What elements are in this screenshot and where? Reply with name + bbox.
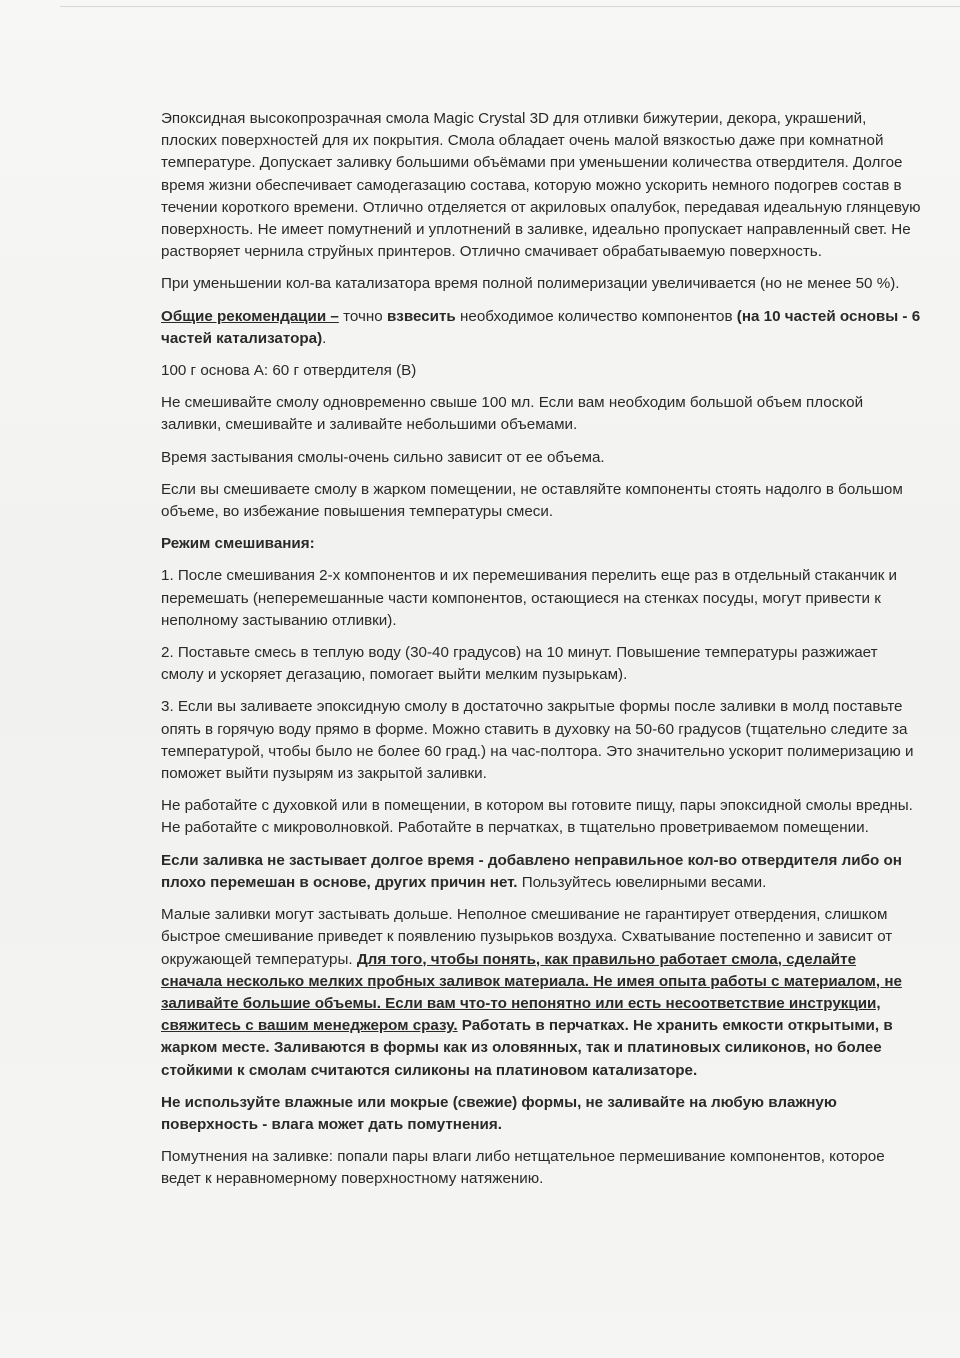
mixing-heading: Режим смешивания: (161, 535, 315, 553)
page-edge (60, 0, 960, 7)
general-text-3: необходимое количество компонентов (455, 307, 737, 325)
catalyst-note: При уменьшении кол-ва катализатора время полной полимеризации увеличивается (но не менее 50 %). (161, 275, 900, 293)
not-curing-tail: Пользуйтесь ювелирными весами. (517, 873, 767, 891)
small-pours-note (161, 904, 921, 1082)
mixing-step-2: 2. Поставьте смесь в теплую воду (30-40 градусов) на 10 минут. Повышение температуры разжижает смолу и ускоряет дегазацию, помогает выйти мелким пузырькам). (161, 644, 878, 684)
general-text-1: точно (338, 307, 387, 325)
general-heading: Общие рекомендации – (161, 307, 339, 325)
general-recommendations (161, 306, 921, 350)
general-text-5: . (322, 329, 327, 347)
ratio-line: 100 г основа А: 60 г отвердителя (В) (161, 362, 417, 380)
not-curing-note (161, 850, 921, 894)
safety-note: Не работайте с духовкой или в помещении, в котором вы готовите пищу, пары эпоксидной смолы вредны. Не работайте с микроволновкой. Работайте в перчатках, в тщательно проветриваемом помещении. (161, 797, 913, 837)
intro-paragraph: Эпоксидная высокопрозрачная смола Magic Crystal 3D для отливки бижутерии, декора, украшений, плоских поверхностей для их покрытия. Смола обладает очень малой вязкостью даже при комнатной температуре. Допускает заливку большими объёмами при уменьшении количества отвердителя. Долгое время жизни обеспечивает самодегазацию состава, которую можно ускорить немного подогрев состав в течении короткого времени. Отлично отделяется от акриловых опалубок, передавая идеальную глянцевую поверхность. Не имеет помутнений и уплотнений в заливке, идеально пропускает направленный свет. Не растворяет чернила струйных принтеров. Отлично смачивает обрабатываемую поверхность. (161, 110, 921, 261)
volume-note: Не смешивайте смолу одновременно свыше 100 мл. Если вам необходим большой объем плоской заливки, смешивайте и заливайте небольшими объемами. (161, 394, 864, 434)
gloves-storage-note: Работать в перчатках. Не хранить емкости открытыми, в жарком месте. Заливаются в формы как из оловянных, так и платиновых силиконов, но более стойкими к смолам считаются силиконы на платиновом катализаторе. (161, 1017, 893, 1079)
trial-pours-warning: Для того, чтобы понять, как правильно работает смола, сделайте сначала несколько мелких пробных заливок материала. Не имея опыта работы с материалом, не заливайте большие объемы. Если вам что-то непонятно или есть несоответствие инструкции, свяжитесь с вашим менеджером сразу. (161, 950, 902, 1035)
small-pours-text: Малые заливки могут застывать дольше. Неполное смешивание не гарантирует отвердения, слишком быстрое смешивание приведет к появлению пузырьков воздуха. Схватывание постепенно и зависит от окружающей температуры. (161, 906, 893, 968)
general-ratio-bold: (на 10 частей основы - 6 частей катализатора) (161, 307, 921, 347)
mixing-step-1: 1. После смешивания 2-х компонентов и их перемешивания перелить еще раз в отдельный стаканчик и перемешать (неперемешанные части компонентов, остающиеся на стенках посуды, могут привести к неполному застыванию отливки). (161, 567, 898, 629)
cure-time-note: Время застывания смолы-очень сильно зависит от ее объема. (161, 448, 605, 466)
cloudiness-note: Помутнения на заливке: попали пары влаги либо нетщательное пермешивание компонентов, которое ведет к неравномерному поверхностному натяжению. (161, 1148, 885, 1188)
wet-molds-warning: Не используйте влажные или мокрые (свежие) формы, не заливайте на любую влажную поверхность - влага может дать помутнения. (161, 1093, 837, 1133)
document-body (161, 108, 921, 1201)
general-weigh: взвесить (386, 307, 456, 325)
not-curing-bold: Если заливка не застывает долгое время - добавлено неправильное кол-во отвердителя либо он плохо перемешан в основе, других причин нет. (161, 851, 902, 891)
hot-room-note: Если вы смешиваете смолу в жарком помещении, не оставляйте компоненты стоять надолго в большом объеме, во избежание повышения температуры смеси. (161, 480, 903, 521)
mixing-step-3: 3. Если вы заливаете эпоксидную смолу в достаточно закрытые формы после заливки в молд поставьте опять в горячую воду прямо в форме. Можно ставить в духовку на 50-60 градусов (тщательно следите за температурой, чтобы было не более 60 град.) на час-полтора. Это значительно ускорит полимеризацию и поможет выйти пузырям из закрытой заливки. (161, 698, 914, 783)
